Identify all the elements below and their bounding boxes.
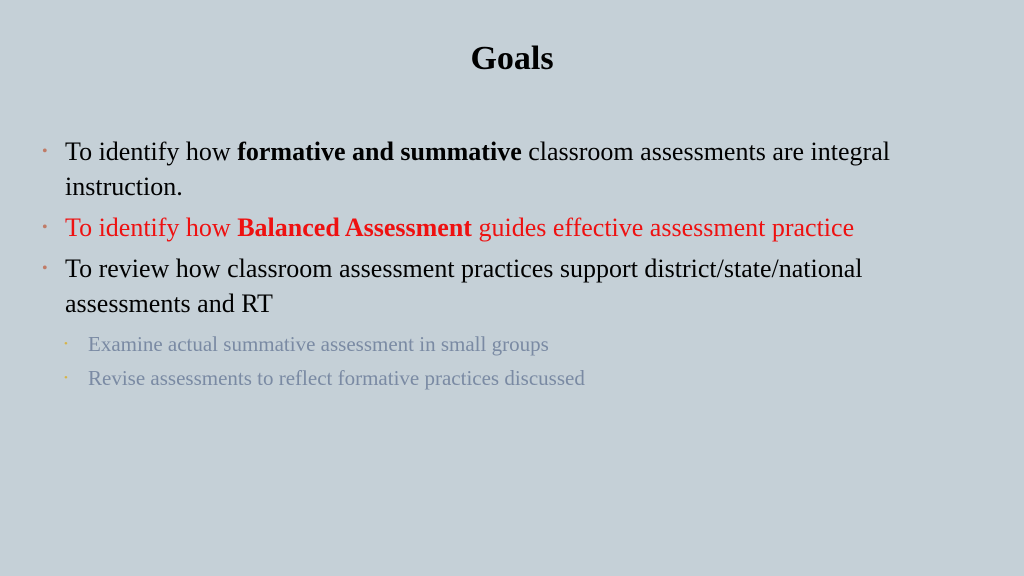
sub-bullet-dot-icon: • — [64, 372, 68, 384]
sub-bullet-item-examine — [40, 327, 970, 361]
bullet-text-bold: Balanced Assessment — [237, 213, 472, 242]
sub-bullet-item-revise — [40, 361, 970, 395]
slide-title: Goals — [470, 40, 554, 77]
bullet-text-bold: formative and summative — [237, 137, 522, 166]
bullet-dot-icon: • — [42, 219, 48, 236]
sub-bullet-text: Examine actual summative assessment in small groups — [88, 332, 549, 356]
bullet-text-suffix: guides effective assessment practice — [471, 213, 855, 242]
bullet-text: To review how classroom assessment practices support district/state/national assessments and RT — [65, 254, 863, 318]
bullet-text-prefix: To identify how — [65, 137, 238, 166]
bullet-text-suffix: classroom assessments are integral instruction. — [65, 137, 890, 201]
sub-bullet-text: Revise assessments to reflect formative practices discussed — [88, 366, 585, 390]
bullet-item-balanced-assessment — [40, 210, 970, 245]
bullet-item-formative-summative — [40, 134, 970, 204]
bullet-item-review-practices — [40, 251, 970, 321]
bullet-dot-icon: • — [42, 260, 48, 277]
bullet-list — [40, 134, 970, 395]
sub-bullet-dot-icon: • — [64, 338, 68, 350]
bullet-text-prefix: To identify how — [65, 213, 238, 242]
bullet-dot-icon: • — [42, 143, 48, 160]
